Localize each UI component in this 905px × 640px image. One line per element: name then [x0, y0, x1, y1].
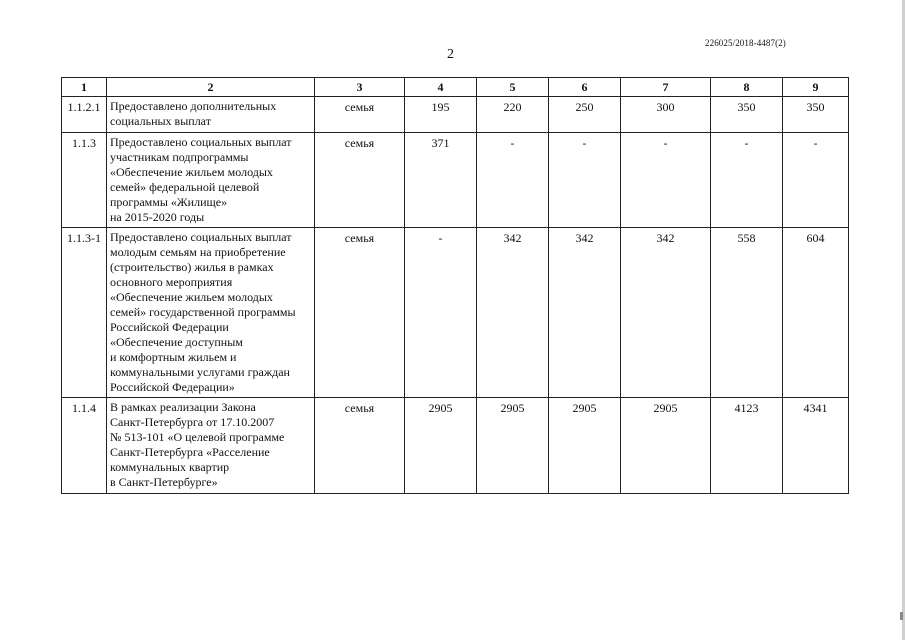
value-cell: 2905 — [477, 398, 549, 494]
value-cell: - — [405, 228, 477, 398]
row-unit: семья — [315, 398, 405, 494]
header-cell: 6 — [549, 78, 621, 97]
indicators-table — [61, 77, 849, 494]
row-unit: семья — [315, 133, 405, 228]
value-cell: 342 — [621, 228, 711, 398]
header-cell: 1 — [62, 78, 107, 97]
value-cell: 2905 — [549, 398, 621, 494]
value-cell: 2905 — [405, 398, 477, 494]
value-cell: 371 — [405, 133, 477, 228]
page-number: 2 — [447, 47, 454, 62]
header-cell: 5 — [477, 78, 549, 97]
value-cell: 195 — [405, 97, 477, 133]
row-unit: семья — [315, 228, 405, 398]
header-cell: 2 — [107, 78, 315, 97]
table-row — [62, 228, 849, 398]
value-cell: 350 — [711, 97, 783, 133]
header-cell: 3 — [315, 78, 405, 97]
row-number: 1.1.3 — [62, 133, 107, 228]
header-row — [62, 78, 849, 97]
row-description: Предоставлено социальных выплат участникам подпрограммы «Обеспечение жильем молодых семей» федеральной целевой программы «Жилище» на 2015-2020 годы — [107, 133, 315, 228]
header-cell: 9 — [783, 78, 849, 97]
row-description: В рамках реализации Закона Санкт-Петербурга от 17.10.2007 № 513-101 «О целевой программе Санкт-Петербурга «Расселение коммунальных квартир в Санкт-Петербурге» — [107, 398, 315, 494]
value-cell: 350 — [783, 97, 849, 133]
value-cell: 300 — [621, 97, 711, 133]
value-cell: - — [477, 133, 549, 228]
value-cell: - — [783, 133, 849, 228]
header-cell: 7 — [621, 78, 711, 97]
value-cell: 220 — [477, 97, 549, 133]
scan-mark — [900, 612, 903, 620]
row-unit: семья — [315, 97, 405, 133]
row-number: 1.1.3-1 — [62, 228, 107, 398]
value-cell: 558 — [711, 228, 783, 398]
value-cell: - — [711, 133, 783, 228]
value-cell: 2905 — [621, 398, 711, 494]
row-number: 1.1.4 — [62, 398, 107, 494]
value-cell: 4341 — [783, 398, 849, 494]
row-description: Предоставлено социальных выплат молодым семьям на приобретение (строительство) жилья в рамках основного мероприятия «Обеспечение жильем молодых семей» государственной программы Российской Федерации «Обеспечение доступным и комфортным жильем и коммунальными услугами граждан Российской Федерации» — [107, 228, 315, 398]
row-number: 1.1.2.1 — [62, 97, 107, 133]
value-cell: - — [621, 133, 711, 228]
table-row — [62, 97, 849, 133]
value-cell: 250 — [549, 97, 621, 133]
value-cell: 342 — [549, 228, 621, 398]
table-row — [62, 133, 849, 228]
document-id: 226025/2018-4487(2) — [705, 38, 786, 48]
header-cell: 8 — [711, 78, 783, 97]
row-description: Предоставлено дополнительных социальных выплат — [107, 97, 315, 133]
table-row — [62, 398, 849, 494]
value-cell: 604 — [783, 228, 849, 398]
value-cell: 342 — [477, 228, 549, 398]
value-cell: 4123 — [711, 398, 783, 494]
value-cell: - — [549, 133, 621, 228]
header-cell: 4 — [405, 78, 477, 97]
